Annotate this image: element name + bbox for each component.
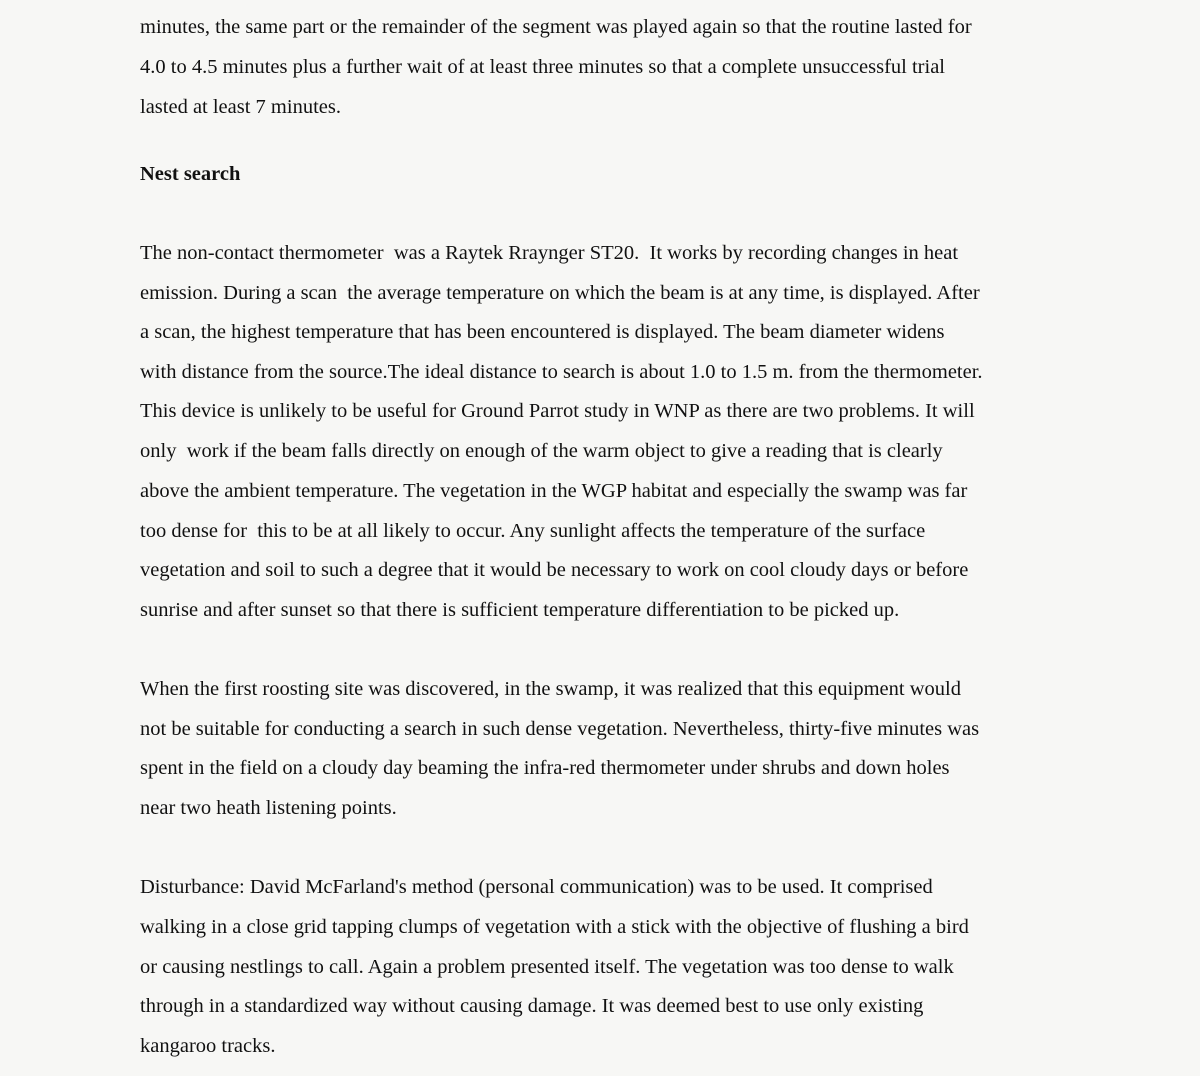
text-line: This device is unlikely to be useful for Ground Parrot study in WNP as there are two problems. It will xyxy=(140,400,975,422)
text-line: with distance from the source.The ideal distance to search is about 1.0 to 1.5 m. from the thermometer. xyxy=(140,361,983,383)
text-line: The non-contact thermometer was a Raytek Rraynger ST20. It works by recording changes in heat xyxy=(140,242,959,264)
text-line: kangaroo tracks. xyxy=(140,1035,276,1057)
text-line: emission. During a scan the average temperature on which the beam is at any time, is displayed. After xyxy=(140,282,980,304)
section-heading: Nest search xyxy=(140,163,241,185)
text-line: Disturbance: David McFarland's method (personal communication) was to be used. It comprised xyxy=(140,876,933,898)
text-line: above the ambient temperature. The vegetation in the WGP habitat and especially the swamp was far xyxy=(140,480,968,502)
text-line: walking in a close grid tapping clumps of vegetation with a stick with the objective of flushing a bird xyxy=(140,916,969,938)
text-line: lasted at least 7 minutes. xyxy=(140,96,341,118)
text-line: 4.0 to 4.5 minutes plus a further wait of at least three minutes so that a complete unsuccessful trial xyxy=(140,56,945,78)
text-line: near two heath listening points. xyxy=(140,797,397,819)
text-line: not be suitable for conducting a search in such dense vegetation. Nevertheless, thirty-five minutes was xyxy=(140,718,980,740)
text-line: a scan, the highest temperature that has been encountered is displayed. The beam diameter widens xyxy=(140,321,945,343)
text-line: minutes, the same part or the remainder of the segment was played again so that the routine lasted for xyxy=(140,16,972,38)
text-line: vegetation and soil to such a degree that it would be necessary to work on cool cloudy days or before xyxy=(140,559,969,581)
text-line: through in a standardized way without causing damage. It was deemed best to use only existing xyxy=(140,995,924,1017)
document-page xyxy=(140,0,1140,1076)
text-line: only work if the beam falls directly on enough of the warm object to give a reading that is clearly xyxy=(140,440,943,462)
text-line: spent in the field on a cloudy day beaming the infra-red thermometer under shrubs and down holes xyxy=(140,757,950,779)
text-line: or causing nestlings to call. Again a problem presented itself. The vegetation was too dense to walk xyxy=(140,956,954,978)
text-line: When the first roosting site was discovered, in the swamp, it was realized that this equipment would xyxy=(140,678,961,700)
text-line: too dense for this to be at all likely to occur. Any sunlight affects the temperature of the surface xyxy=(140,520,926,542)
text-line: sunrise and after sunset so that there is sufficient temperature differentiation to be picked up. xyxy=(140,599,900,621)
